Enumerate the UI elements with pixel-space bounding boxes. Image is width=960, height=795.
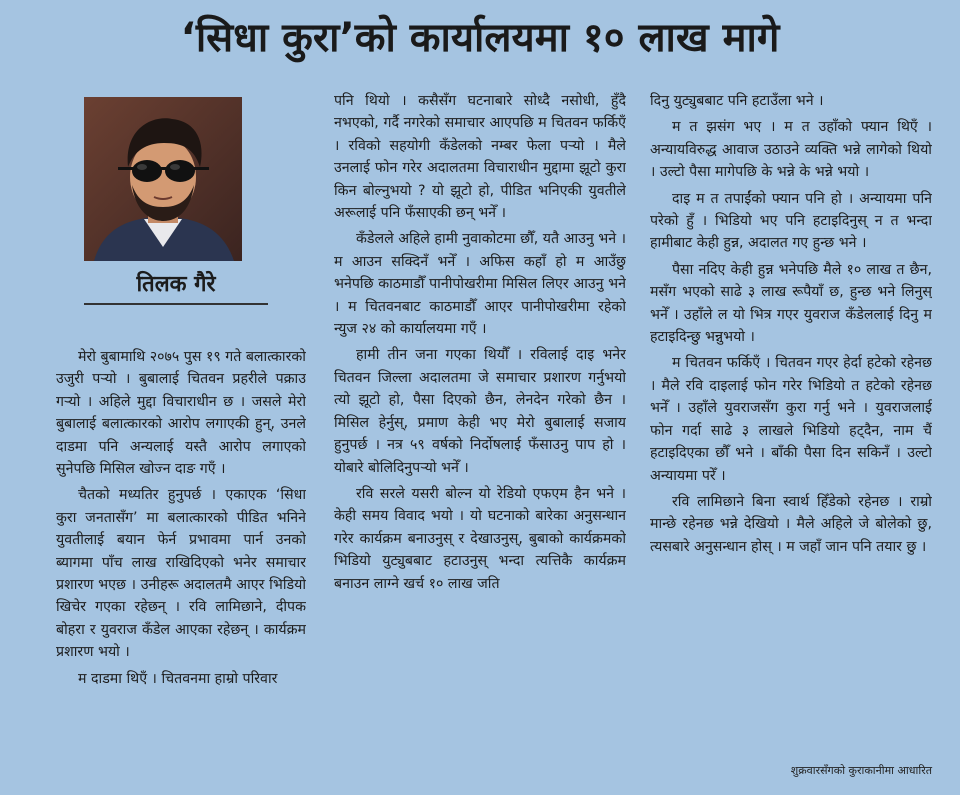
paragraph: मेरो बुबामाथि २०७५ पुस १९ गते बलात्कारको उजुरी पर्‍यो । बुबालाई चितवन प्रहरीले पक्राउ गर्‍यो । अहिले मुद्दा विचाराधीन छ । जसले मेरो बुबालाई बलात्कारको आरोप लगाएकी हुन्, उनले दाडमा पनि अन्यलाई यस्तै आरोप लगाएको सुनेपछि मिसिल खोज्न दाङ गएँ । [56,349,306,478]
article-column-1 [56,346,306,786]
byline-divider [84,303,268,305]
headline: ‘सिधा कुरा’को कार्यालयमा १० लाख मागे [180,15,780,61]
paragraph: म दाडमा थिएँ । चितवनमा हाम्रो परिवार [78,670,278,687]
source-credit: शुक्रवारसँगको कुराकानीमा आधारित [790,764,932,777]
paragraph: हामी तीन जना गएका थियौँ । रविलाई दाइ भनेर चितवन जिल्ला अदालतमा जे समाचार प्रशारण गर्नुभयो त्यो झूटो हो, पैसा दिएको छैन, लेनदेन गरेको छैन । मिसिल हेर्नुस्, प्रमाण केही भए मेरो बुबालाई सजाय हुनुपर्छ । नत्र ५९ वर्षको निर्दोषलाई फँसाउनु पाप हो । योबारे बोलिदिनुपर्‍यो भनेँ । [334,347,626,476]
paragraph: पनि थियो । कसैसँग घटनाबारे सोध्दै नसोधी, हुँदै नभएको, गर्दै नगरेको समाचार आएपछि म चितवन फर्किएँ । रविको सहयोगी कँडेलको नम्बर फेला पर्‍यो । मैले उनलाई फोन गरेर अदालतमा विचाराधीन मुद्दामा झूटो कुरा किन बोल्नुभयो ? यो झूटो हो, पीडित भनिएकी युवतीले अरूलाई पनि फँसाएकी छन् भनेँ । [334,93,626,222]
article-column-3 [650,90,932,755]
paragraph: दाइ म त तपाईंको फ्यान पनि हो । अन्यायमा पनि परेको हुँ । भिडियो भए पनि हटाइदिनुस् न त भन्दा हामीबाट केही हुन्न, अदालत गए हुन्छ भने । [650,190,932,252]
paragraph: म त झसंग भए । म त उहाँको फ्यान थिएँ । अन्यायविरुद्ध आवाज उठाउने व्यक्ति भन्ने लागेको थियो । उल्टो पैसा मागेपछि के भन्ने के भन्ने भयो । [650,119,932,181]
paragraph: रवि लामिछाने बिना स्वार्थ हिँडेको रहेनछ । राम्रो मान्छे रहेनछ भन्ने देखियो । मैले अहिले जे बोलेको छु, त्यसबारे अनुसन्धान होस् । म जहाँ जान पनि तयार छु । [650,493,932,555]
paragraph: चैतको मध्यतिर हुनुपर्छ । एकाएक ‘सिधा कुरा जनतासँग’ मा बलात्कारको पीडित भनिने युवतीलाई बयान फेर्न प्रभावमा पार्न उनको ब्यागमा पाँच लाख राखिदिएको भनेर समाचार प्रशारण भएछ । उनीहरू अदालतमै आएर भिडियो खिचेर गएका रहेछन् । रवि लामिछाने, दीपक बोहरा र युवराज कँडेल आएका रहेछन् । कार्यक्रम प्रशारण भयो । [56,487,306,661]
article-column-2 [334,90,626,790]
portrait-illustration [84,97,242,261]
author-byline: तिलक गैरे [136,272,216,297]
paragraph: म चितवन फर्किएँ । चितवन गएर हेर्दा हटेको रहेनछ । मैले रवि दाइलाई फोन गरेर भिडियो त हटेको रहेनछ भनेँ । उहाँले युवराजसँग कुरा गर्नु भने । युवराजलाई फोन गर्दा साढे ३ लाखले भिडियो हट्दैन, नाम चैं हटाइदिएका छौँ भने । बाँकी पैसा दिन सकिनँ । उल्टो अन्यायमा परेँ । [650,355,932,484]
author-photo [84,97,242,261]
paragraph: रवि सरले यसरी बोल्न यो रेडियो एफएम हैन भने । केही समय विवाद भयो । यो घटनाको बारेका अनुसन्धान गरेर कार्यक्रम बनाउनुस् र देखाउनुस्, बुबाको कार्यक्रमको भिडियो युट्युबबाट हटाउनुस् भन्दा त्यत्तिकै कार्यक्रम बनाउन लाग्ने खर्च १० लाख जति [334,485,626,592]
paragraph: कँडेलले अहिले हामी नुवाकोटमा छौँ, यतै आउनु भने । म आउन सक्दिनँ भनेँ । अफिस कहाँ हो म आउँछु भनेपछि काठमाडौँ पानीपोखरीमा मिसिल लिएर आउनु भने । म चितवनबाट काठमाडौँ आएर पानीपोखरीमा रहेको न्युज २४ को कार्यालयमा गएँ । [334,231,626,338]
paragraph: दिनु युट्युबबाट पनि हटाउँला भने । [650,93,824,109]
paragraph: पैसा नदिए केही हुन्न भनेपछि मैले १० लाख त छैन, मसँग भएको साढे ३ लाख रूपैयाँ छ, हुन्छ भने लिनुस् भनेँ । उहाँले ल यो भित्र गएर युवराज कँडेललाई दिनु म हटाइदिन्छु भन्नुभयो । [650,261,932,346]
